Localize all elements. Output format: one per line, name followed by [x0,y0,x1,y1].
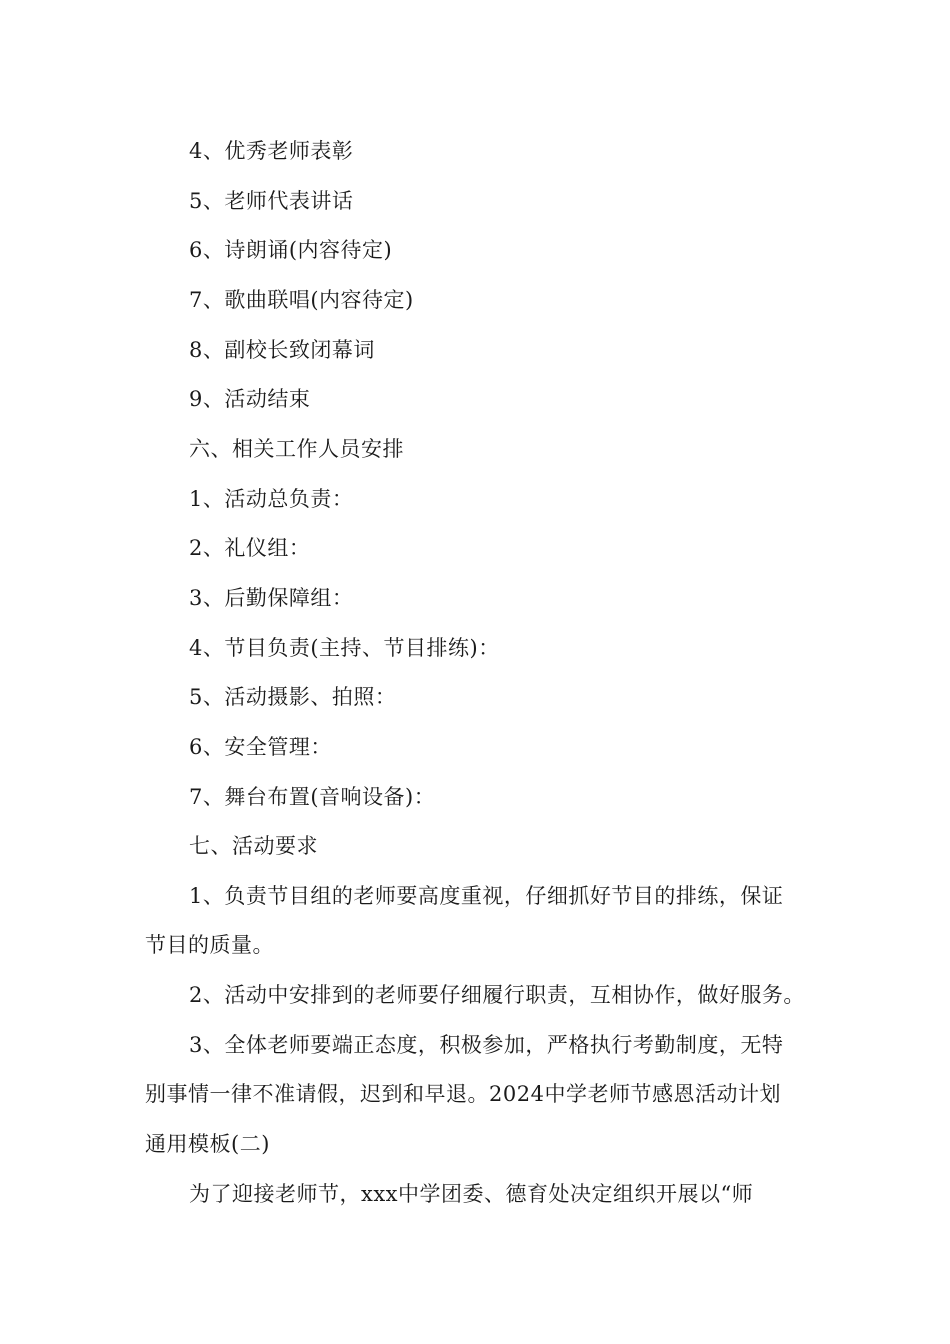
text-line: 2、活动中安排到的老师要仔细履行职责，互相协作，做好服务。 [189,983,805,1007]
text-line: 4、优秀老师表彰 [189,139,354,163]
section-heading: 七、活动要求 [189,834,318,858]
text-line: 1、负责节目组的老师要高度重视，仔细抓好节目的排练，保证 [189,884,784,908]
text-line: 4、节目负责(主持、节目排练)： [189,636,500,660]
text-line: 节目的质量。 [145,933,274,957]
text-line: 6、诗朗诵(内容待定) [189,238,393,262]
text-line: 8、副校长致闭幕词 [189,338,375,362]
text-line: 6、安全管理： [189,735,332,759]
text-line: 2、礼仪组： [189,536,311,560]
text-line: 7、歌曲联唱(内容待定) [189,288,414,312]
text-line: 7、舞台布置(音响设备)： [189,785,436,809]
text-line: 9、活动结束 [189,387,311,411]
text-line: 5、活动摄影、拍照： [189,685,397,709]
text-line: 通用模板(二) [145,1132,270,1156]
text-line: 3、全体老师要端正态度，积极参加，严格执行考勤制度，无特 [189,1033,784,1057]
text-line: 1、活动总负责： [189,487,354,511]
text-line: 3、后勤保障组： [189,586,354,610]
text-line: 别事情一律不准请假，迟到和早退。2024中学老师节感恩活动计划 [145,1082,781,1106]
section-heading: 六、相关工作人员安排 [189,437,404,461]
text-line: 5、老师代表讲话 [189,189,354,213]
text-line: 为了迎接老师节，xxx中学团委、德育处决定组织开展以“师 [189,1182,754,1206]
